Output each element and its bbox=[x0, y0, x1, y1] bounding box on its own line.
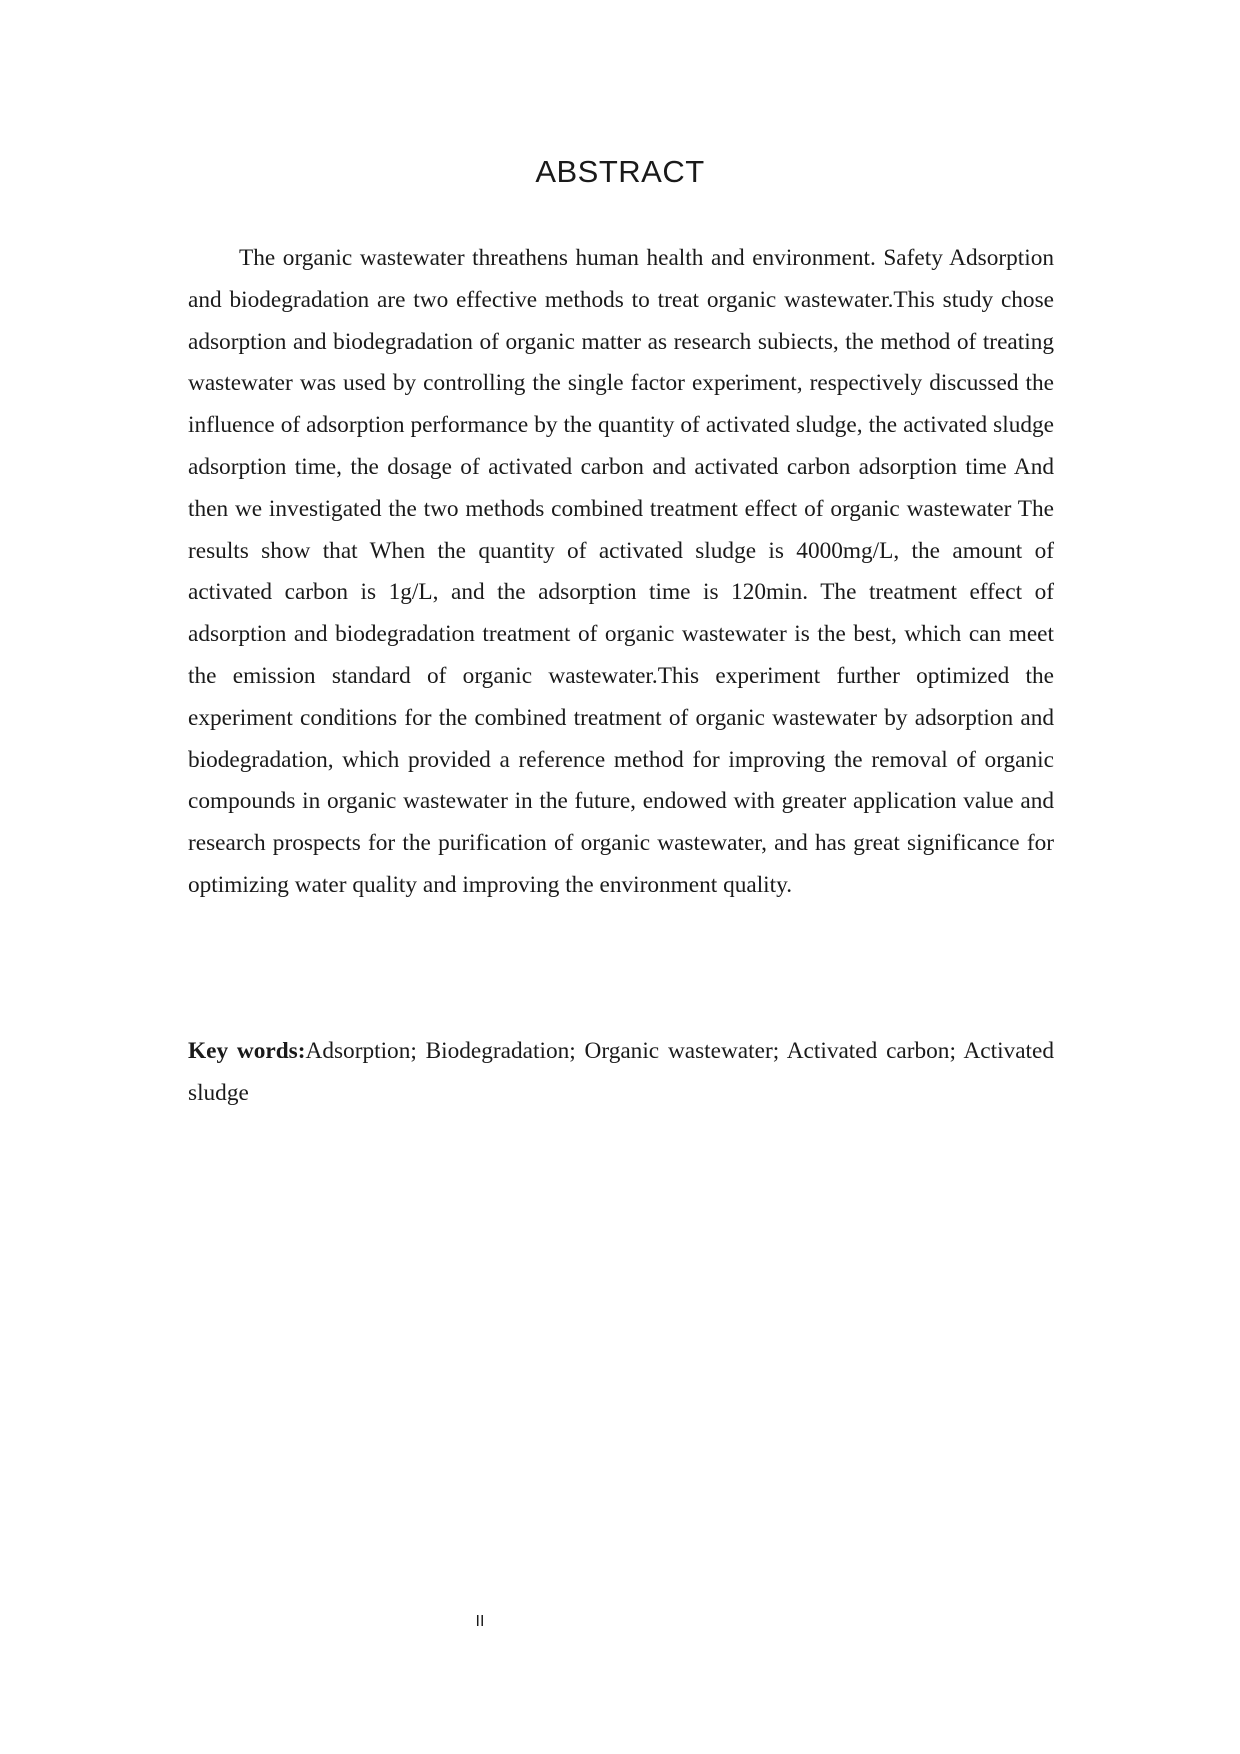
page-number: II bbox=[475, 1613, 485, 1630]
keywords-list: Adsorption; Biodegradation; Organic wastewater; Activated carbon; Activated sludge bbox=[188, 1038, 1055, 1106]
keywords-paragraph bbox=[188, 1031, 1054, 1115]
abstract-body: The organic wastewater threathens human health and environment. Safety Adsorption and biodegradation are two effective methods to treat organic wastewater.This study chose adsorption and biodegradation of organic matter as research subiects, the method of treating wastewater was used by controlling the single factor experiment, respectively discussed the influence of adsorption performance by the quantity of activated sludge, the activated sludge adsorption time, the dosage of activated carbon and activated carbon adsorption time And then we investigated the two methods combined treatment effect of organic wastewater The results show that When the quantity of activated sludge is 4000mg/L, the amount of activated carbon is 1g/L, and the adsorption time is 120min. The treatment effect of adsorption and biodegradation treatment of organic wastewater is the best, which can meet the emission standard of organic wastewater.This experiment further optimized the experiment conditions for the combined treatment of organic wastewater by adsorption and biodegradation, which provided a reference method for improving the removal of organic compounds in organic wastewater in the future, endowed with greater application value and research prospects for the purification of organic wastewater, and has great significance for optimizing water quality and improving the environment quality. bbox=[188, 245, 1054, 898]
abstract-title: ABSTRACT bbox=[535, 154, 705, 189]
keywords-label: Key words: bbox=[188, 1038, 306, 1064]
